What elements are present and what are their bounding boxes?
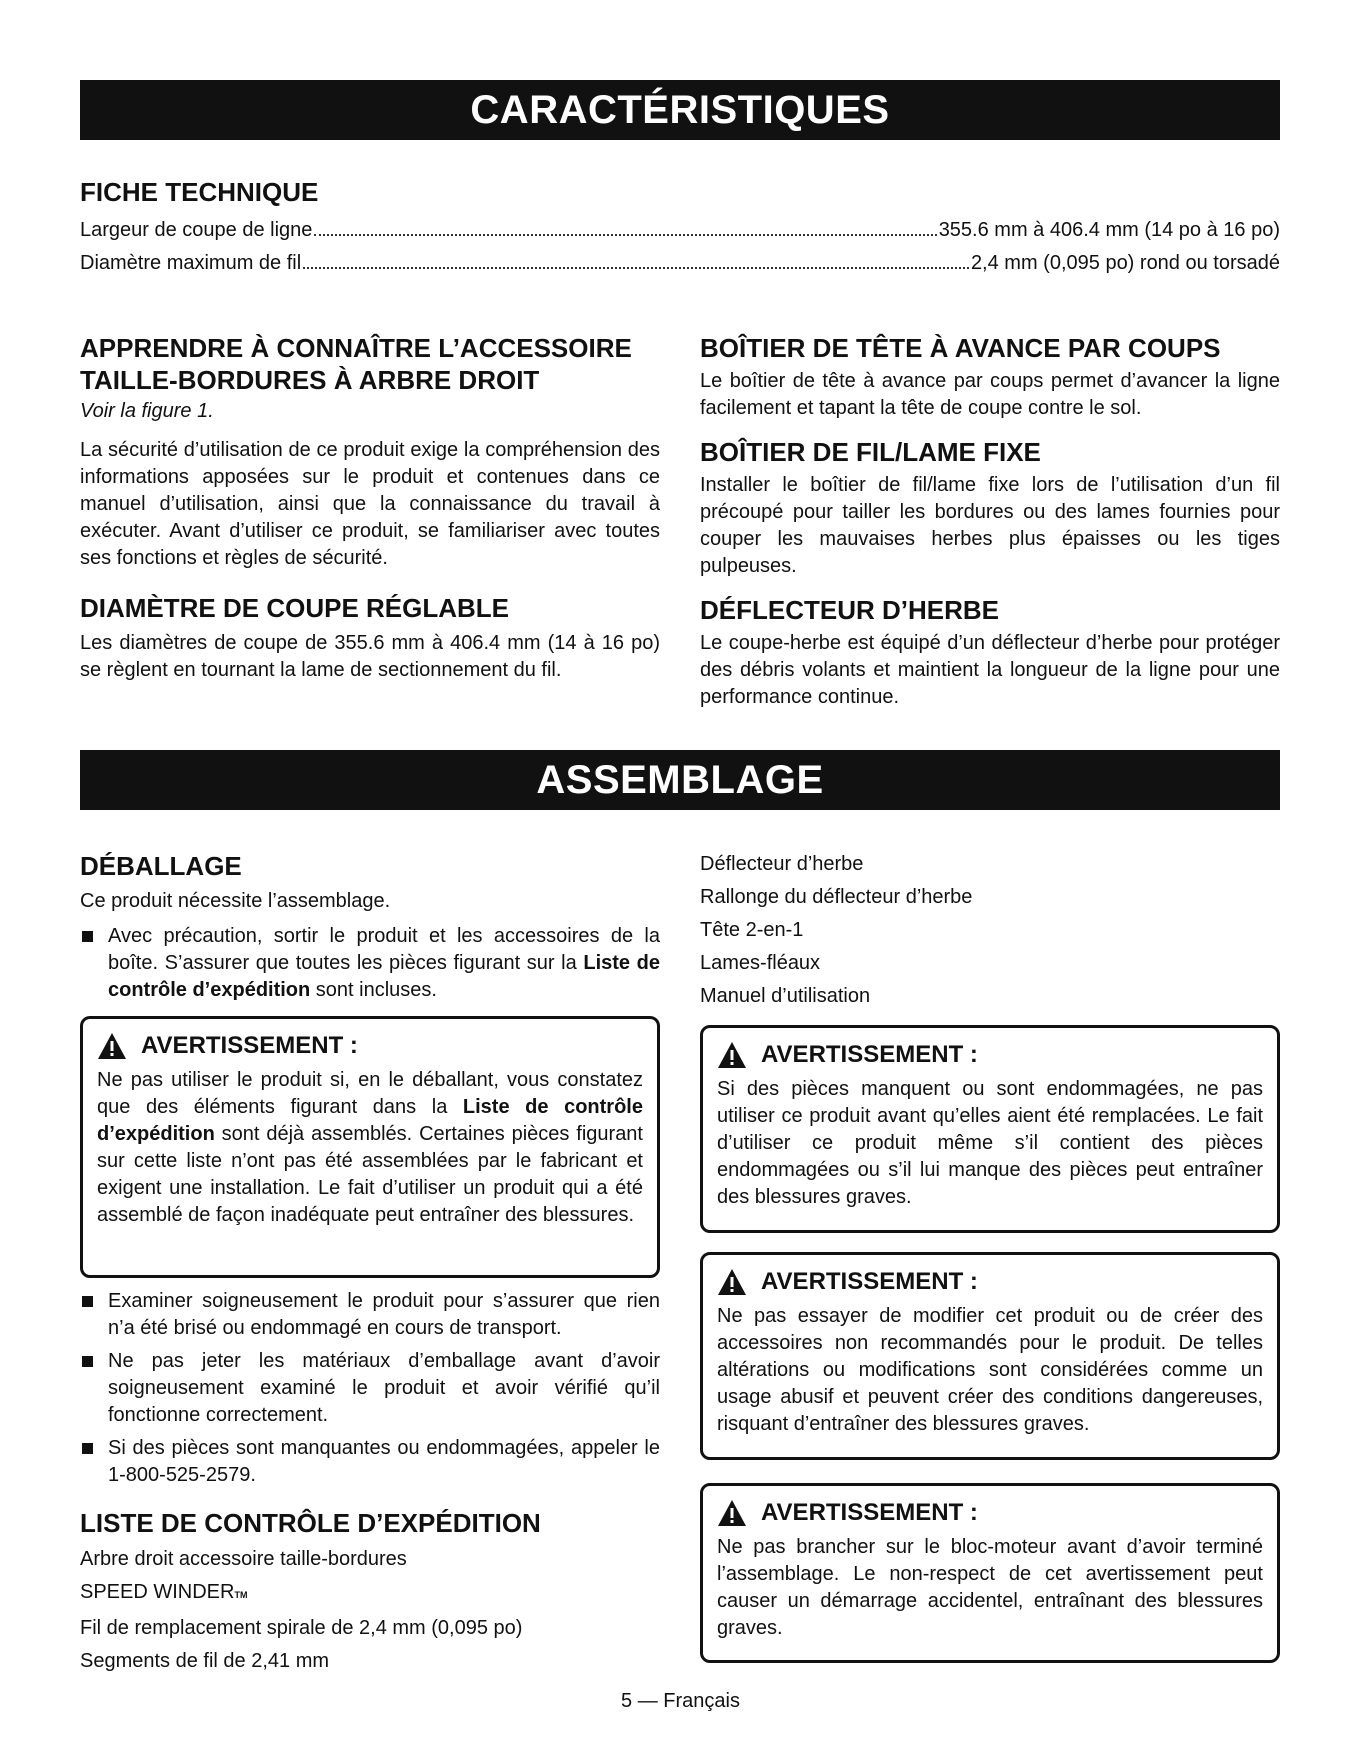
warning-text-part: Ne pas utiliser le produit si, en le déballant, vous constatez que des éléments figurant dans la (97, 1069, 643, 1118)
warning-box-2 (700, 1025, 1280, 1233)
section-title: CARACTÉRISTIQUES (470, 87, 890, 132)
boitier-fil-text: Installer le boîtier de fil/lame fixe lors de l’utilisation d’un fil précoupé pour tailler les bordures ou des lames fournies pour couper les mauvaises herbes plus épaisses ou les tiges pulpeuses. (700, 474, 1280, 577)
fiche-technique-heading (80, 176, 318, 208)
list-item (80, 1435, 660, 1489)
spec-label: Diamètre maximum de fil (80, 252, 302, 274)
item-text: Si des pièces sont manquantes ou endommagées, appeler le 1-800-525-2579. (108, 1437, 660, 1486)
list-item (80, 1288, 660, 1342)
square-bullet-icon (82, 1296, 93, 1307)
warning-text: Si des pièces manquent ou sont endommagées, ne pas utiliser ce produit avant qu’elles aient été remplacées. Le fait d’utiliser ce produit même s’il contient des pièces endommagées ou s’il lui manque des pièces peut entraîner des blessures graves. (717, 1078, 1263, 1208)
list-item: Rallonge du déflecteur d’herbe (700, 886, 973, 908)
warning-box-1 (80, 1016, 660, 1278)
list-item: Tête 2-en-1 (700, 919, 804, 941)
square-bullet-icon (82, 931, 93, 942)
page-footer: 5 — Français (621, 1690, 740, 1712)
liste-title: LISTE DE CONTRÔLE D’EXPÉDITION (80, 1508, 541, 1538)
apprendre-title-1: APPRENDRE À CONNAÎTRE L’ACCESSOIRE (80, 333, 632, 363)
deflecteur-title: DÉFLECTEUR D’HERBE (700, 595, 1000, 625)
square-bullet-icon (82, 1356, 93, 1367)
spec-row-diametre (80, 250, 1280, 276)
item-text-bold: Liste de contrôle d’expédition (108, 952, 660, 1001)
list-item: Déflecteur d’herbe (700, 853, 864, 875)
boitier-fil-title: BOÎTIER DE FIL/LAME FIXE (700, 437, 1041, 467)
square-bullet-icon (82, 1443, 93, 1454)
warning-text: Ne pas essayer de modifier cet produit ou de créer des accessoires non recommandés pour le produit. De telles altérations ou modifications sont considérées comme un usage abusif et peuvent créer des conditions dangereuses, risquant d’entraîner des blessures graves. (717, 1305, 1263, 1435)
apprendre-title-2: TAILLE-BORDURES À ARBRE DROIT (80, 365, 540, 395)
dot-leader (303, 250, 969, 269)
apprendre-section (80, 332, 660, 684)
trademark-mark: TM (234, 1590, 248, 1600)
warning-header (97, 1031, 643, 1061)
warning-label: AVERTISSEMENT : (761, 1499, 978, 1526)
warning-label: AVERTISSEMENT : (141, 1032, 358, 1059)
warning-text: Ne pas brancher sur le bloc-moteur avant d’avoir terminé l’assemblage. Le non-respect de cet avertissement peut causer un démarrage accidentel, entraînant des blessures graves. (717, 1536, 1263, 1639)
liste-items-right (700, 848, 1280, 1013)
warning-header (717, 1498, 1263, 1528)
list-item: Segments de fil de 2,41 mm (80, 1650, 330, 1672)
boitier-tete-text: Le boîtier de tête à avance par coups permet d’avancer la ligne facilement et tapant la tête de coupe contre le sol. (700, 370, 1280, 419)
apprendre-text: La sécurité d’utilisation de ce produit exige la compréhension des informations apposées sur le produit et contenues dans ce manuel d’utilisation, ainsi que la connaissance du travail à exécuter. Avant d’utiliser ce produit, se familiariser avec toutes ses fonctions et règles de sécurité. (80, 439, 660, 569)
section-banner-caracteristiques (80, 80, 1280, 140)
diametre-text: Les diamètres de coupe de 355.6 mm à 406.4 mm (14 à 16 po) se règlent en tournant la lame de sectionnement du fil. (80, 632, 660, 681)
warning-label: AVERTISSEMENT : (761, 1268, 978, 1295)
deballage-title: DÉBALLAGE (80, 851, 242, 881)
warning-box-3 (700, 1252, 1280, 1460)
warning-text-part: sont déjà assemblés. Certaines pièces figurant sur cette liste n’ont pas été assemblées par le fabricant et exigent une installation. Le fait d’utiliser un produit qui a été assemblé de façon inadéquate peut entraîner des blessures. (97, 1123, 643, 1226)
liste-items-left (80, 1543, 660, 1678)
section-banner-assemblage (80, 750, 1280, 810)
section-title: ASSEMBLAGE (536, 757, 824, 802)
deballage-continued (80, 1288, 660, 1678)
voir-figure: Voir la figure 1. (80, 400, 214, 422)
item-text: Ne pas jeter les matériaux d’emballage avant d’avoir soigneusement examiné le produit et avoir vérifié qu’il fonctionne correctement. (108, 1350, 660, 1426)
deballage-intro: Ce produit nécessite l’assemblage. (80, 890, 391, 912)
heading-text: FICHE TECHNIQUE (80, 177, 319, 207)
diametre-title: DIAMÈTRE DE COUPE RÉGLABLE (80, 593, 510, 623)
item-text: Examiner soigneusement le produit pour s’assurer que rien n’a été brisé ou endommagé en cours de transport. (108, 1290, 660, 1339)
list-item (80, 1576, 660, 1612)
deballage-section (80, 850, 660, 1004)
item-text: sont incluses. (310, 979, 437, 1001)
warning-triangle-icon (97, 1032, 127, 1060)
warning-label: AVERTISSEMENT : (761, 1041, 978, 1068)
warning-text-bold: Liste de contrôle d’expédition (97, 1096, 643, 1145)
warning-text (97, 1067, 643, 1229)
warning-triangle-icon (717, 1268, 747, 1296)
dot-leader (314, 217, 936, 236)
list-item: Arbre droit accessoire taille-bordures (80, 1548, 407, 1570)
item-text: Avec précaution, sortir le produit et les accessoires de la boîte. S’assurer que toutes les pièces figurant sur la (108, 925, 660, 974)
spec-label: Largeur de coupe de ligne (80, 219, 313, 241)
warning-triangle-icon (717, 1041, 747, 1069)
list-item (80, 923, 660, 1004)
list-item: Fil de remplacement spirale de 2,4 mm (0,095 po) (80, 1617, 523, 1639)
right-features (700, 332, 1280, 711)
list-item: Lames-fléaux (700, 952, 821, 974)
list-item: Manuel d’utilisation (700, 985, 871, 1007)
deballage-list-1 (80, 923, 660, 1004)
warning-triangle-icon (717, 1499, 747, 1527)
boitier-tete-title: BOÎTIER DE TÊTE À AVANCE PAR COUPS (700, 333, 1221, 363)
spec-value: 355.6 mm à 406.4 mm (14 po à 16 po) (938, 219, 1280, 241)
item-text: SPEED WINDER (80, 1581, 235, 1603)
spec-row-largeur (80, 217, 1280, 243)
deballage-list-2 (80, 1288, 660, 1489)
deflecteur-text: Le coupe-herbe est équipé d’un déflecteur d’herbe pour protéger des débris volants et maintient la longueur de la ligne pour une performance continue. (700, 632, 1280, 708)
warning-header (717, 1040, 1263, 1070)
warning-header (717, 1267, 1263, 1297)
spec-value: 2,4 mm (0,095 po) rond ou torsadé (970, 252, 1280, 274)
warning-box-4 (700, 1483, 1280, 1663)
list-item (80, 1348, 660, 1429)
